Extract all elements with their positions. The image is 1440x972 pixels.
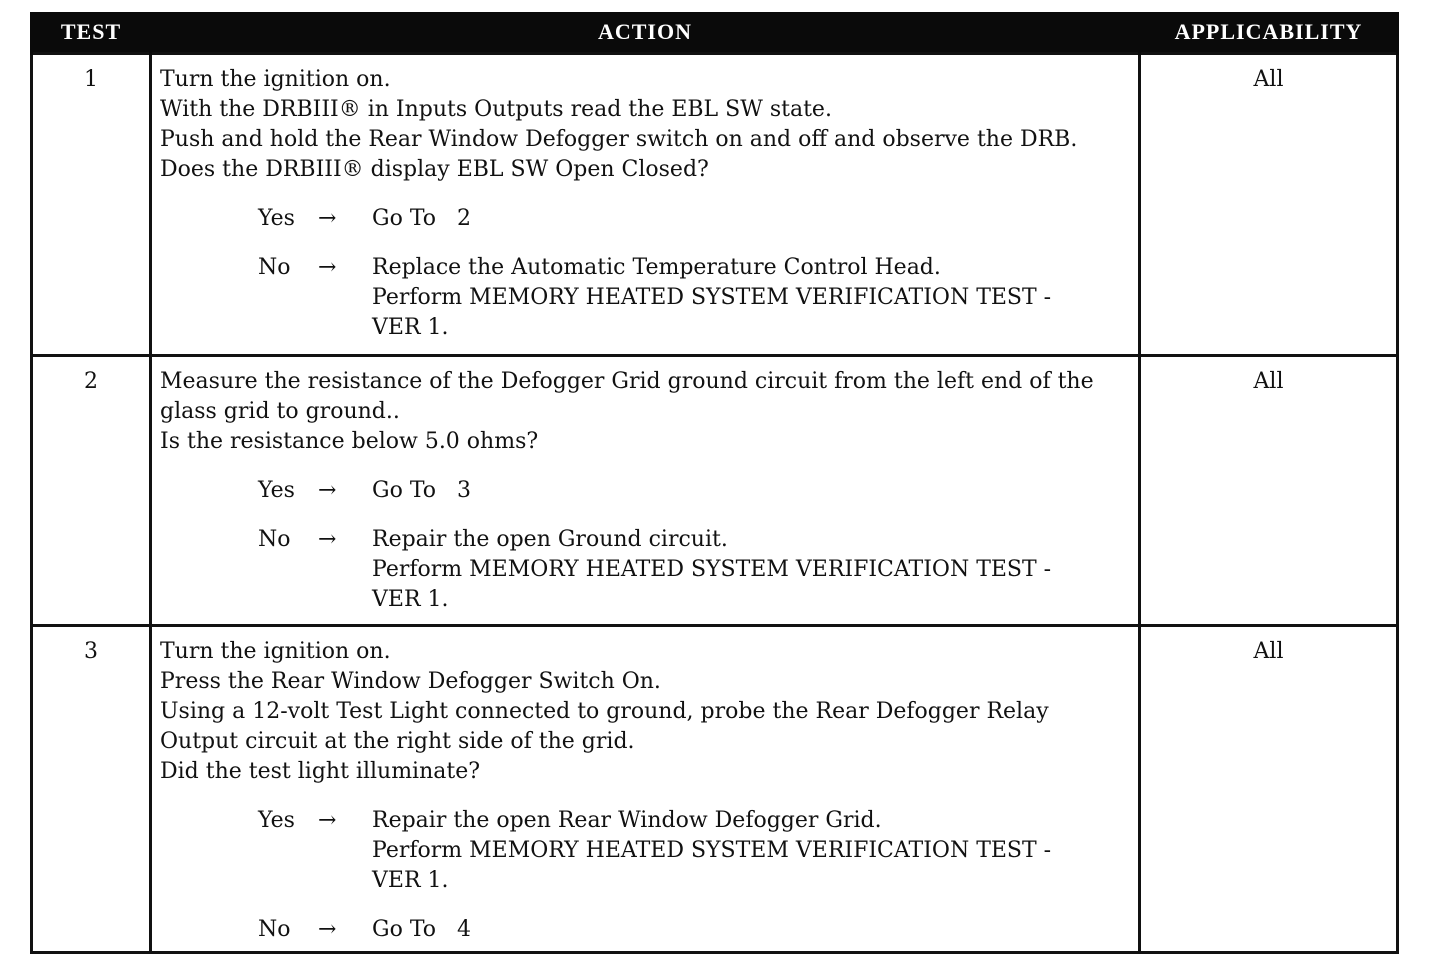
right-arrow-icon: → [318, 478, 337, 503]
outcome-line: Go To 2 [372, 206, 471, 231]
test-number: 2 [32, 356, 151, 626]
header-action: ACTION [151, 12, 1140, 54]
question-line: Did the test light illuminate? [160, 759, 481, 784]
header-applicability: APPLICABILITY [1140, 12, 1398, 54]
outcome-line: Perform MEMORY HEATED SYSTEM VERIFICATION TEST - [372, 285, 1052, 310]
table-row [32, 54, 1398, 356]
outcome-label: Yes [258, 206, 295, 231]
right-arrow-icon: → [318, 917, 337, 942]
instruction-line: Turn the ignition on. [160, 67, 391, 92]
right-arrow-icon: → [318, 206, 337, 231]
instruction-line: Output circuit at the right side of the grid. [160, 729, 635, 754]
outcome-line: Repair the open Rear Window Defogger Grid. [372, 808, 882, 833]
outcome-label: No [258, 917, 291, 942]
right-arrow-icon: → [318, 255, 337, 280]
outcome-yes [258, 476, 1130, 506]
instruction-line: Using a 12-volt Test Light connected to ground, probe the Rear Defogger Relay [160, 699, 1049, 724]
outcome-line: Perform MEMORY HEATED SYSTEM VERIFICATION TEST - [372, 838, 1052, 863]
outcome-line: Go To 4 [372, 917, 471, 942]
test-number: 1 [32, 54, 151, 356]
instruction-line: Measure the resistance of the Defogger Grid ground circuit from the left end of the [160, 369, 1094, 394]
instruction-line: Press the Rear Window Defogger Switch On. [160, 669, 661, 694]
question-line: Is the resistance below 5.0 ohms? [160, 429, 539, 454]
outcome-label: Yes [258, 478, 295, 503]
instruction-line: With the DRBIII® in Inputs Outputs read the EBL SW state. [160, 97, 832, 122]
instruction-line: Push and hold the Rear Window Defogger switch on and off and observe the DRB. [160, 127, 1078, 152]
outcome-line: VER 1. [372, 315, 449, 340]
header-test: TEST [32, 12, 151, 54]
question-line: Does the DRBIII® display EBL SW Open Closed? [160, 157, 709, 182]
outcome-yes [258, 806, 1130, 896]
diagnostic-test-table [30, 12, 1399, 954]
outcome-text [372, 253, 1130, 343]
table-row [32, 356, 1398, 626]
action-cell [151, 54, 1140, 356]
table-header-row [32, 12, 1398, 54]
outcome-label: No [258, 255, 291, 280]
outcome-line: Repair the open Ground circuit. [372, 527, 728, 552]
outcome-text [372, 476, 1130, 506]
outcome-text [372, 204, 1130, 234]
outcome-line: Perform MEMORY HEATED SYSTEM VERIFICATION TEST - [372, 557, 1052, 582]
action-cell [151, 626, 1140, 953]
outcome-label: No [258, 527, 291, 552]
instruction-line: Turn the ignition on. [160, 639, 391, 664]
right-arrow-icon: → [318, 527, 337, 552]
instruction-line: glass grid to ground.. [160, 399, 400, 424]
outcome-line: Go To 3 [372, 478, 471, 503]
outcome-no [258, 253, 1130, 343]
table-row [32, 626, 1398, 953]
outcome-no [258, 915, 1130, 945]
outcome-text [372, 806, 1130, 896]
action-cell [151, 356, 1140, 626]
outcome-line: VER 1. [372, 868, 449, 893]
applicability-value: All [1140, 54, 1398, 356]
outcome-label: Yes [258, 808, 295, 833]
right-arrow-icon: → [318, 808, 337, 833]
outcome-text [372, 915, 1130, 945]
applicability-value: All [1140, 356, 1398, 626]
outcome-text [372, 525, 1130, 615]
outcome-line: VER 1. [372, 587, 449, 612]
applicability-value: All [1140, 626, 1398, 953]
outcome-line: Replace the Automatic Temperature Control Head. [372, 255, 941, 280]
test-number: 3 [32, 626, 151, 953]
outcome-no [258, 525, 1130, 615]
outcome-yes [258, 204, 1130, 234]
